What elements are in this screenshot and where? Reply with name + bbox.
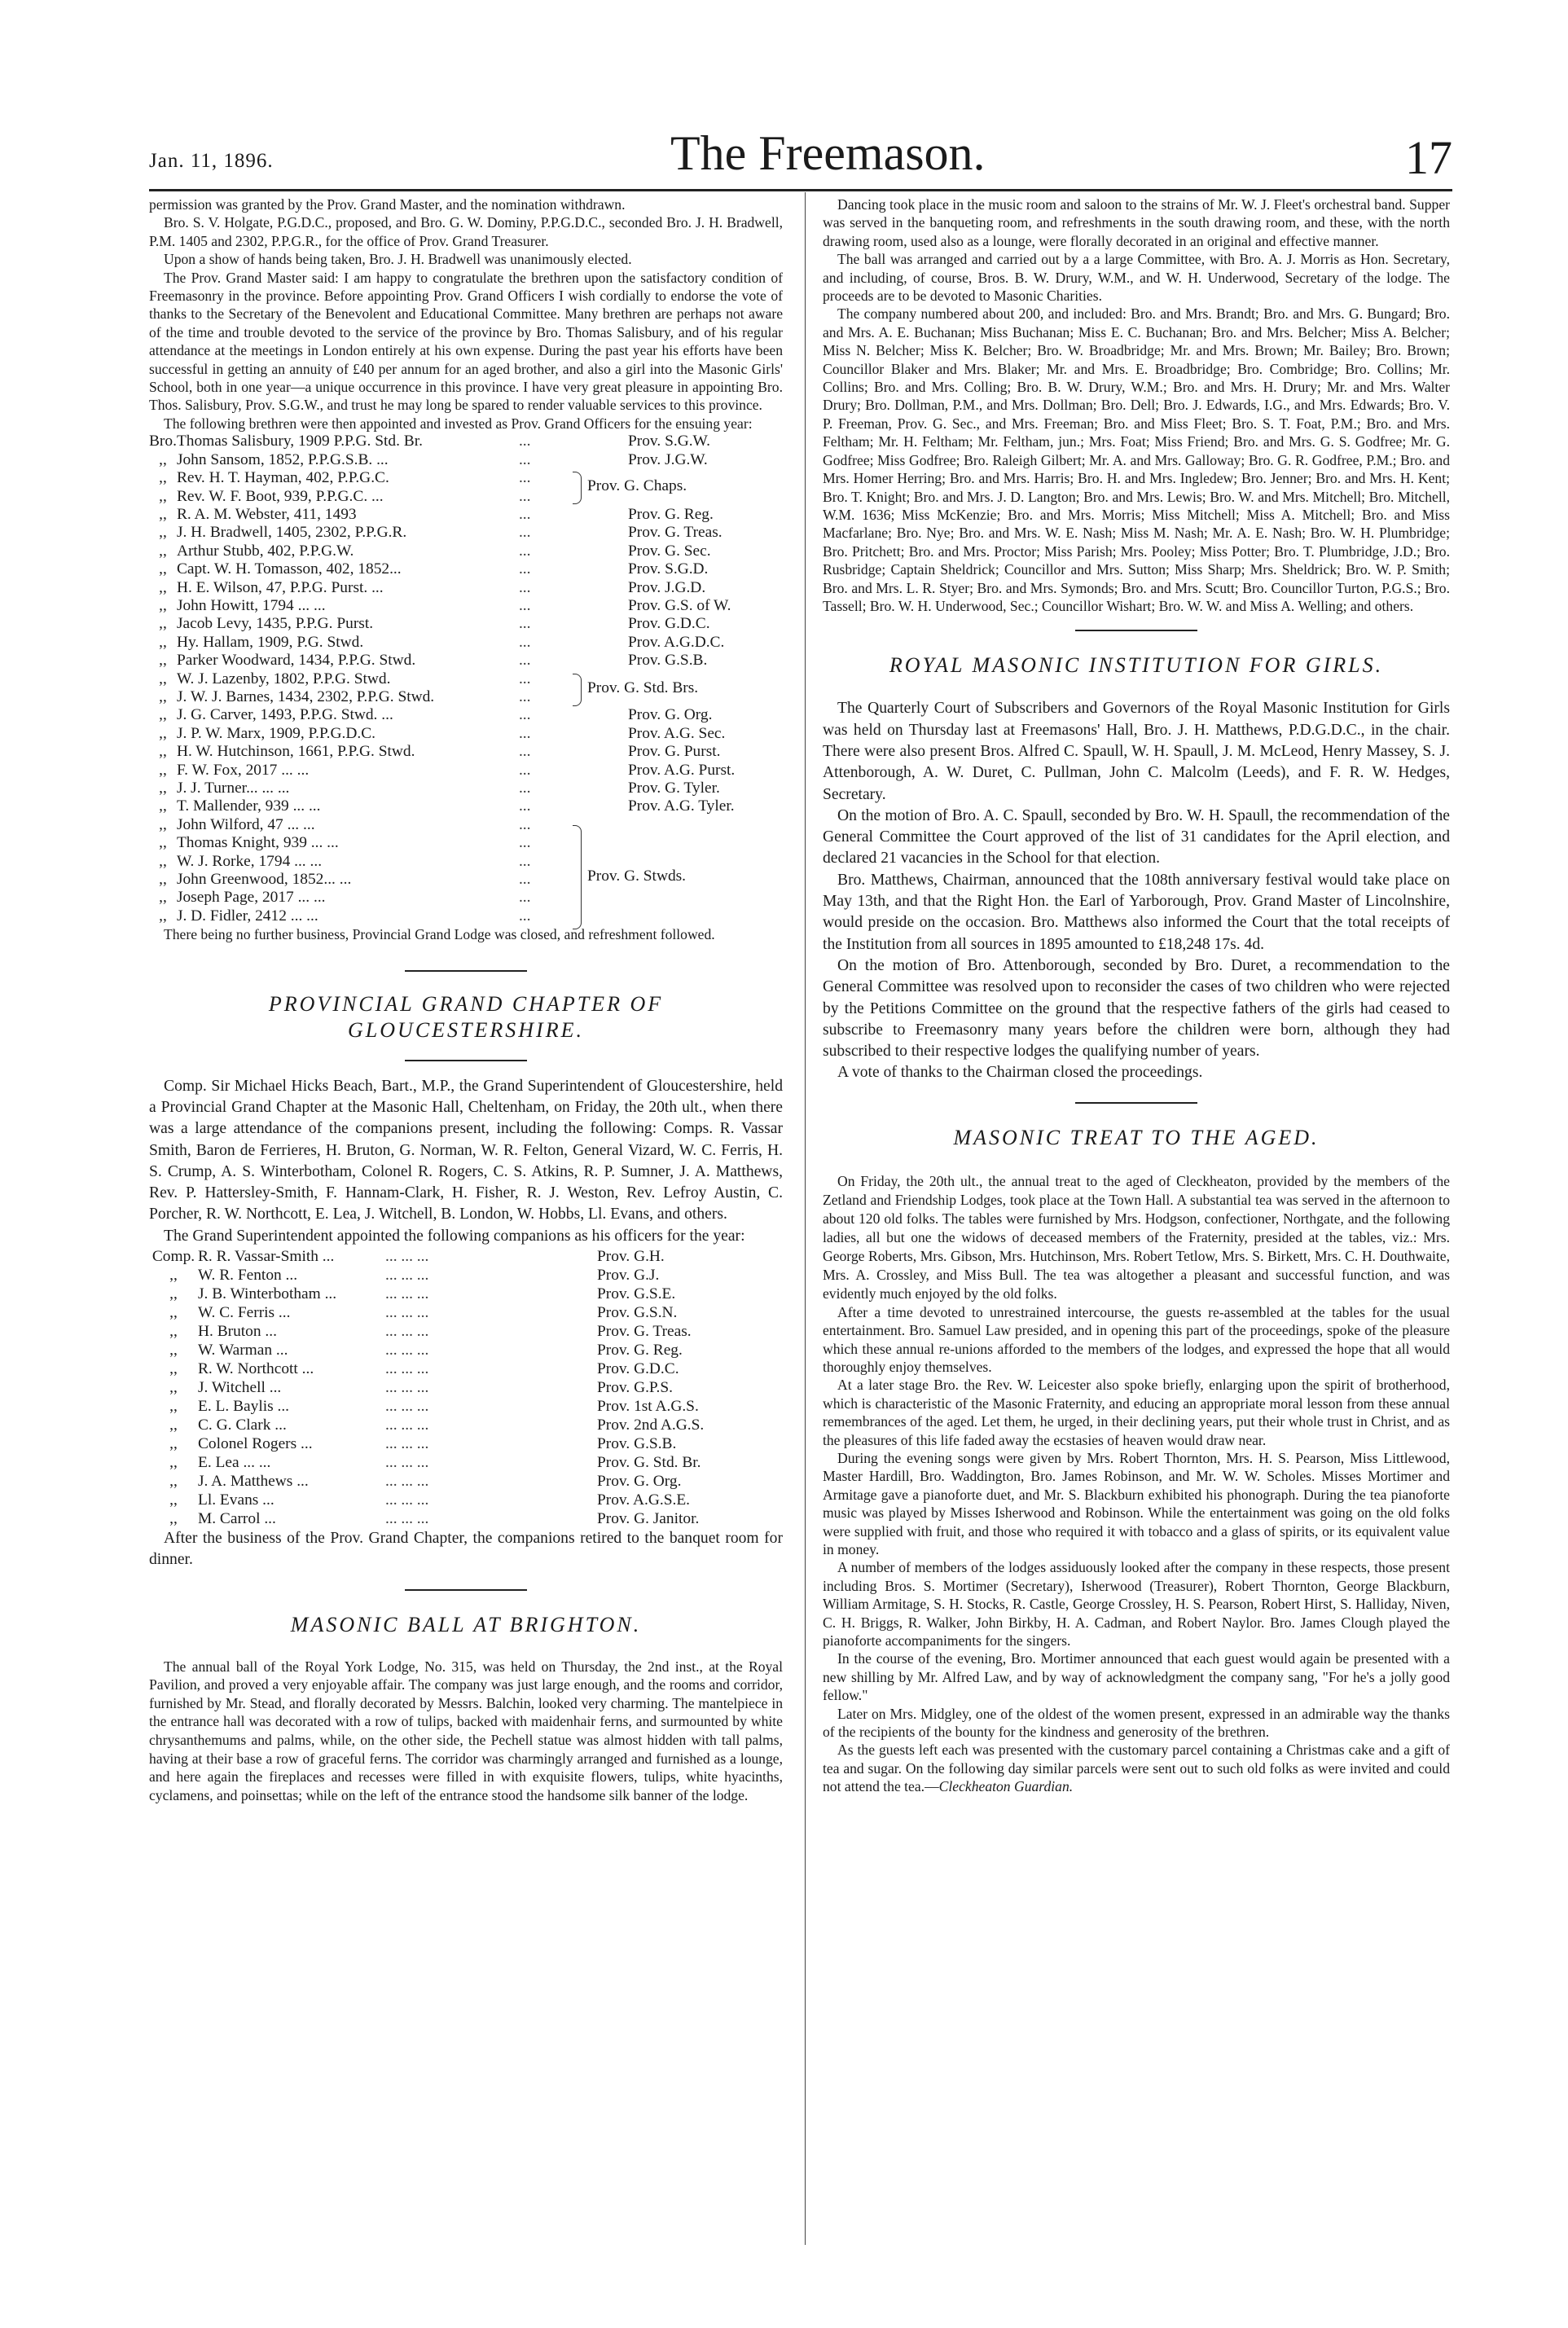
officer-prefix: ,, xyxy=(159,542,167,560)
officer-row xyxy=(149,743,783,761)
officer-office xyxy=(628,889,783,907)
officer-office: Prov. G. Treas. xyxy=(628,524,723,542)
companion-row xyxy=(149,1397,783,1416)
ball-section-title: MASONIC BALL AT BRIGHTON. xyxy=(290,1612,642,1636)
page-number: 17 xyxy=(1405,131,1452,184)
officer-prefix: ,, xyxy=(159,596,167,614)
officer-row xyxy=(149,579,783,597)
officer-dots: ... xyxy=(518,761,531,779)
officer-dots: ... xyxy=(518,871,531,889)
brace-stwds xyxy=(573,825,582,929)
intro-paragraph: The following brethren were then appointed and invested as Prov. Grand Officers for the ensuing year: xyxy=(164,415,753,432)
officer-prefix: ,, xyxy=(159,743,167,761)
companion-dots: ... ... ... xyxy=(385,1323,429,1341)
companion-office: Prov. G.P.S. xyxy=(597,1379,674,1397)
officer-office: Prov. A.G. Tyler. xyxy=(628,797,735,815)
officer-row xyxy=(149,488,783,506)
officer-office: Prov. S.G.D. xyxy=(628,560,709,578)
right-column xyxy=(823,195,1450,1796)
officer-name: John Greenwood, 1852... ... xyxy=(176,871,352,889)
issue-date: Jan. 11, 1896. xyxy=(149,150,274,172)
officer-prefix: ,, xyxy=(159,724,167,742)
officer-name: H. W. Hutchinson, 1661, P.P.G. Stwd. xyxy=(176,743,415,761)
aged-paragraph: On Friday, the 20th ult., the annual treat to the aged of Cleckheaton, provided by the members of the Zetland and Friendship Lodges, took place at the Town Hall. A substantial tea was served in the afternoon to about 120 old folks. The tables were furnished by Mrs. Hodgson, confectioner, Northgate, and the following ladies, all but one the widows of deceased members of the Fraternity, presided at the tables, viz.: Mrs. George Roberts, Mrs. Gibson, Mrs. Hutchinson, Mrs. Robert Tetlow, Mrs. S. Birkett, Mrs. C. H. Douthwaite, Mrs. A. Crossley, and Miss Bull. The tea was altogether a pleasant and successful function, and was evidently much enjoyed by the old folks. xyxy=(823,1172,1450,1302)
intro-paragraph: The Prov. Grand Master said: I am happy to congratulate the brethren upon the satisfactory condition of Freemasonry in the province. Before appointing Prov. Grand Officers I wish cordially to endorse the vote of thanks to the Secretary of the Benevolent and Educational Committee. Many brethren are perhaps not aware of the time and trouble devoted to the service of the province by Bro. Thomas Salisbury, and of his regular attendance at the meetings in London entirely at his own expense. During the past year his efforts have been successful in getting an annuity of £40 per annum for an aged brother, and also a girl into the Masonic Girls' School, both in one year—a unique occurrence in this province. I have very great pleasure in appointing Bro. Thos. Salisbury, Prov. S.G.W., and trust he may long be spared to render valuable services to this province. xyxy=(149,269,783,414)
companion-office: Prov. G. Org. xyxy=(597,1473,682,1491)
officer-office: Prov. G. Sec. xyxy=(628,542,711,560)
companion-name: W. C. Ferris ... xyxy=(198,1304,291,1322)
officer-office: Prov. G.S. of W. xyxy=(628,596,731,614)
officer-name: J. D. Fidler, 2412 ... ... xyxy=(176,907,318,925)
officer-prefix: ,, xyxy=(159,687,167,705)
officer-row xyxy=(149,889,783,907)
chapter-section-title: PROVINCIAL GRAND CHAPTER OF GLOUCESTERSHIRE. xyxy=(268,991,664,1042)
officer-dots: ... xyxy=(518,560,531,578)
officer-prefix: ,, xyxy=(159,834,167,852)
officer-row xyxy=(149,907,783,925)
officer-prefix: ,, xyxy=(159,797,167,815)
companion-name: R. W. Northcott ... xyxy=(198,1360,314,1378)
officer-row xyxy=(149,780,783,797)
officer-prefix: ,, xyxy=(159,469,167,487)
officer-name: John Sansom, 1852, P.P.G.S.B. ... xyxy=(176,450,389,468)
officer-prefix: ,, xyxy=(159,706,167,724)
officer-prefix: Bro. xyxy=(149,433,177,450)
officer-row xyxy=(149,853,783,871)
officer-office xyxy=(628,907,783,925)
companion-row xyxy=(149,1491,783,1509)
officer-prefix: ,, xyxy=(159,633,167,651)
girls-paragraph: On the motion of Bro. A. C. Spaull, seconded by Bro. W. H. Spaull, the recommendation of the General Committee the Court approved of the list of 31 candidates for the April election, and declared 21 vacancies in the School for that election. xyxy=(823,806,1450,868)
officer-prefix: ,, xyxy=(159,505,167,523)
header-rule xyxy=(149,189,1452,191)
officer-row xyxy=(149,433,783,450)
aged-paragraph: At a later stage Bro. the Rev. W. Leicester also spoke briefly, enlarging upon the spirit of brotherhood, which is characteristic of the Masonic Fraternity, and educing an appropriate moral lesson from these annual remembrances of the aged. Let them, he urged, in their declining years, put their whole trust in Christ, and as the pleasures of this life faded away the ecstasies of heaven would draw near. xyxy=(823,1377,1450,1448)
officer-dots: ... xyxy=(518,524,531,542)
companion-name: E. Lea ... ... xyxy=(198,1454,271,1472)
companion-office: Prov. A.G.S.E. xyxy=(597,1491,691,1509)
officer-row xyxy=(149,725,783,743)
page-header xyxy=(149,122,1452,187)
companions-list xyxy=(149,1247,783,1528)
officer-dots: ... xyxy=(518,670,531,687)
companion-row xyxy=(149,1322,783,1341)
companion-office: Prov. G.J. xyxy=(597,1267,660,1285)
officer-name: Thomas Knight, 939 ... ... xyxy=(176,834,339,852)
companion-prefix: ,, xyxy=(169,1267,178,1285)
companion-row xyxy=(149,1509,783,1528)
officer-row xyxy=(149,652,783,670)
officer-prefix: ,, xyxy=(159,780,167,797)
companion-office: Prov. G.H. xyxy=(597,1248,665,1266)
officer-dots: ... xyxy=(518,797,531,815)
officer-prefix: ,, xyxy=(159,578,167,596)
officer-office: Prov. G. Tyler. xyxy=(628,780,720,797)
officer-name: J. J. Turner... ... ... xyxy=(176,780,290,797)
companion-dots: ... ... ... xyxy=(385,1267,429,1285)
girls-paragraph: A vote of thanks to the Chairman closed the proceedings. xyxy=(837,1064,1203,1082)
companion-name: J. Witchell ... xyxy=(198,1379,282,1397)
companion-prefix: ,, xyxy=(169,1435,178,1453)
companion-row xyxy=(149,1266,783,1285)
companion-row xyxy=(149,1247,783,1266)
aged-section-title: MASONIC TREAT TO THE AGED. xyxy=(953,1125,1320,1149)
aged-source: Cleckheaton Guardian. xyxy=(938,1778,1074,1795)
officer-prefix: ,, xyxy=(159,652,167,670)
companion-office: Prov. G. Janitor. xyxy=(597,1510,700,1528)
officer-name: John Wilford, 47 ... ... xyxy=(176,815,315,833)
officer-name: H. E. Wilson, 47, P.P.G. Purst. ... xyxy=(176,578,384,596)
companion-office: Prov. G. Treas. xyxy=(597,1323,692,1341)
aged-paragraph: In the course of the evening, Bro. Mortimer announced that each guest would again be presented with a new shilling by Mr. Alfred Law, and by way of acknowledgment the company sang, "For he's a jolly good fellow." xyxy=(823,1650,1450,1704)
officer-row xyxy=(149,542,783,560)
officer-row xyxy=(149,706,783,724)
companion-row xyxy=(149,1303,783,1322)
chapter-closing: After the business of the Prov. Grand Chapter, the companions retired to the banquet room for dinner. xyxy=(149,1530,783,1569)
girls-paragraph: Bro. Matthews, Chairman, announced that the 108th anniversary festival would take place on May 13th, and that the Right Hon. the Earl of Yarborough, Prov. Grand Master of Lincolnshire, would preside on the occasion. Bro. Matthews also informed the Court that the total receipts of the Institution from all sources in 1895 amounted to £18,248 17s. 4d. xyxy=(823,871,1450,953)
officer-row xyxy=(149,871,783,889)
officer-dots: ... xyxy=(518,652,531,670)
officer-name: Parker Woodward, 1434, P.P.G. Stwd. xyxy=(176,652,416,670)
officer-office: Prov. A.G. Purst. xyxy=(628,761,736,779)
companion-prefix: ,, xyxy=(169,1454,178,1472)
brace-label-stwds: Prov. G. Stwds. xyxy=(587,868,687,885)
officer-row xyxy=(149,797,783,815)
officer-row xyxy=(149,615,783,633)
companion-office: Prov. G.S.E. xyxy=(597,1285,676,1303)
masthead-title: The Freemason. xyxy=(670,126,986,180)
officer-prefix: ,, xyxy=(159,871,167,889)
officer-name: Jacob Levy, 1435, P.P.G. Purst. xyxy=(176,615,374,633)
officer-name: Rev. H. T. Hayman, 402, P.P.G.C. xyxy=(176,469,389,487)
companion-dots: ... ... ... xyxy=(385,1285,429,1303)
officer-name: Thomas Salisbury, 1909 P.P.G. Std. Br. xyxy=(176,433,423,450)
officer-office: Prov. A.G. Sec. xyxy=(628,724,726,742)
officer-name: Joseph Page, 2017 ... ... xyxy=(176,889,326,907)
officer-name: R. A. M. Webster, 411, 1493 xyxy=(176,505,357,523)
companion-prefix: ,, xyxy=(169,1473,178,1491)
officer-row xyxy=(149,834,783,852)
officer-prefix: ,, xyxy=(159,615,167,633)
companion-dots: ... ... ... xyxy=(385,1454,429,1472)
officer-dots: ... xyxy=(518,633,531,651)
closing-paragraph: There being no further business, Provincial Grand Lodge was closed, and refreshment followed. xyxy=(164,926,715,943)
officer-prefix: ,, xyxy=(159,815,167,833)
officer-office: Prov. G.D.C. xyxy=(628,615,710,633)
aged-final-text: As the guests left each was presented with the customary parcel containing a Christmas cake and a gift of tea and sugar. On the following day similar parcels were sent out to such old folks as were invited and could not attend the tea.— xyxy=(823,1742,1450,1795)
companion-row xyxy=(149,1341,783,1359)
companion-row xyxy=(149,1472,783,1491)
companion-name: W. Warman ... xyxy=(198,1342,288,1359)
companion-office: Prov. 2nd A.G.S. xyxy=(597,1417,705,1434)
officer-dots: ... xyxy=(518,687,531,705)
companion-dots: ... ... ... xyxy=(385,1417,429,1434)
companion-row xyxy=(149,1359,783,1378)
officer-dots: ... xyxy=(518,450,531,468)
companion-row xyxy=(149,1378,783,1397)
companion-dots: ... ... ... xyxy=(385,1379,429,1397)
companion-dots: ... ... ... xyxy=(385,1342,429,1359)
companion-dots: ... ... ... xyxy=(385,1491,429,1509)
ball-paragraph: The annual ball of the Royal York Lodge, No. 315, was held on Thursday, the 2nd inst., at the Royal Pavilion, and proved a very enjoyable affair. The company was just large enough, and the rooms and corridor, furnished by Mr. Stead, and florally decorated by Messrs. Balchin, looked very charming. The mantelpiece in the entrance hall was decorated with a row of tulips, backed with maidenhair ferns, and surmounted by white chrysanthemums and palms, while, on the other side, the Pechell statue was almost hidden with tall palms, having at their base a row of graceful ferns. The corridor was charmingly arranged and furnished as a lounge, and here again the fireplaces and recesses were filled in with exquisite flowers, tulips, white hyacinths, cyclamens, and poinsettas; while on the left of the entrance stood the handsome silk banner of the lodge. xyxy=(149,1658,783,1803)
officer-prefix: ,, xyxy=(159,560,167,578)
officer-dots: ... xyxy=(518,578,531,596)
officer-row xyxy=(149,816,783,834)
companion-dots: ... ... ... xyxy=(385,1473,429,1491)
officer-dots: ... xyxy=(518,724,531,742)
officer-dots: ... xyxy=(518,743,531,761)
companion-prefix: ,, xyxy=(169,1417,178,1434)
officer-row xyxy=(149,597,783,615)
companion-dots: ... ... ... xyxy=(385,1360,429,1378)
aged-paragraph: During the evening songs were given by Mrs. Robert Thornton, Mrs. H. S. Pearson, Miss Littlewood, Master Hardill, Bro. Waddington, Bro. James Robinson, and Mr. W. W. Scholes. Misses Mortimer and Armitage gave a pianoforte duet, and Mr. S. Blackburn exhibited his phonograph. During the tea pianoforte music was played by Misses Isherwood and Robinson. While the entertainment was going on the old folks were supplied with fruit, and those who required it with tobacco and a glass of spirits, or its equivalent value in money. xyxy=(823,1449,1450,1557)
companion-prefix: Comp. xyxy=(152,1248,195,1266)
officer-office: Prov. J.G.D. xyxy=(628,578,706,596)
ball-guest-list: The company numbered about 200, and included: Bro. and Mrs. Brandt; Bro. and Mrs. G. Bungard; Bro. and Mrs. A. E. Buchanan; Miss Buchanan; Miss E. C. Buchanan; Bro. and Mrs. Belcher; Miss A. Belcher; Miss N. Belcher; Miss K. Belcher; Bro. W. Broadbridge; Mr. and Mrs. Brown; Mr. Bailey; Bro. Brown; Councillor Blaker and Mrs. Blaker; Mr. and Mrs. E. Broadbridge; Bro. Combridge; Bro. Collins; Mr. Collins; Bro. and Mrs. Colling; Bro. B. W. Drury, W.M.; Bro. and Mrs. H. Drury; Mr. and Mrs. Walter Drury; Bro. Dollman, P.M., and Mrs. Dollman; Bro. Dell; Bro. J. Edwards, I.G., and Mrs. Edwards; Bro. V. P. Freeman, Prov. G. Sec., and Mrs. Freeman; Bro. and Miss Fleet; Bro. S. T. Foat, P.M.; Bro. and Mrs. Feltham; Mr. H. Feltham; Mr. Feltham, jun.; Mrs. Foat; Miss Friend; Bro. and Mrs. G. S. Godfree; Mr. G. Godfree; Miss Godfree; Bro. Raleigh Gilbert; Mr. A. and Mrs. Galloway; Bro. G. R. Godfree, P.M.; Bro. and Mrs. Homer Herring; Bro. and Mrs. Harris; Bro. H. and Mrs. Ingledew; Bro. Jenner; Bro. and Mrs. H. Kent; Bro. T. Knight; Bro. and Mrs. J. D. Langton; Bro. and Mrs. Lewis; Bro. W. and Mrs. Mitchell; Bro. Mitchell, W.M. 1636; Miss McKenzie; Bro. and Mrs. Morris; Miss Mitchell; Miss A. Mitchell; Bro. and Miss Macfarlane; Bro. Nye; Bro. and Mrs. W. E. Nash; Miss M. Nash; Mr. A. E. Nash; Bro. W. H. Plumbridge; Bro. Pritchett; Bro. and Mrs. Proctor; Miss Parish; Mrs. Pooley; Miss Potter; Bro. T. Plumbridge, J.D.; Bro. Rusbridge; Captain Sheldrick; Councillor and Mrs. Sutton; Miss Sharp; Mrs. Sheldrick; Bro. W. P. Smith; Bro. and Mrs. L. R. Styer; Bro. and Mrs. Symonds; Bro. and Mrs. Scutt; Bro. Councillor Turton, P.G.S.; Bro. Tassell; Bro. W. H. Underwood, Sec.; Councillor Wishart; Bro. W. W. and Miss A. Welling; and others. xyxy=(823,305,1450,614)
companion-name: J. B. Winterbotham ... xyxy=(198,1285,337,1303)
chapter-intro: Comp. Sir Michael Hicks Beach, Bart., M.P., the Grand Superintendent of Gloucestershire, held a Provincial Grand Chapter at the Masonic Hall, Cheltenham, on Friday, the 20th ult., when there was a large attendance of the companions present, including the following: Comps. R. Vassar Smith, Baron de Ferrieres, H. Bruton, G. Norman, W. R. Felton, General Vizard, W. C. Ferris, H. S. Crump, A. S. Winterbotham, Colonel R. Rogers, C. S. Atkins, R. P. Sumner, J. A. Matthews, Rev. P. Hattersley-Smith, F. Hannam-Clark, H. Fisher, R. J. Weston, Rev. Lefroy Austin, C. Porcher, R. W. Northcott, E. Lea, J. Witchell, B. London, W. Hobbs, Ll. Evans, and others. xyxy=(149,1077,783,1223)
companion-row xyxy=(149,1285,783,1303)
officer-name: John Howitt, 1794 ... ... xyxy=(176,596,326,614)
officer-prefix: ,, xyxy=(159,487,167,505)
left-column xyxy=(149,195,783,1804)
companion-prefix: ,, xyxy=(169,1304,178,1322)
companion-prefix: ,, xyxy=(169,1285,178,1303)
intro-paragraph: Bro. S. V. Holgate, P.G.D.C., proposed, and Bro. G. W. Dominy, P.P.G.D.C., seconded Bro. J. H. Bradwell, P.M. 1405 and 2302, P.P.G.R., for the office of Prov. Grand Treasurer. xyxy=(149,214,783,249)
officer-office: Prov. J.G.W. xyxy=(628,450,708,468)
intro-paragraph: permission was granted by the Prov. Grand Master, and the nomination withdrawn. xyxy=(149,196,626,213)
officer-dots: ... xyxy=(518,815,531,833)
companion-name: C. G. Clark ... xyxy=(198,1417,287,1434)
officer-dots: ... xyxy=(518,706,531,724)
ball-continued-paragraph: The ball was arranged and carried out by a a large Committee, with Bro. A. J. Morris as Hon. Secretary, and including, of course, Bros. B. W. Drury, W.M., and W. H. Underwood, Secretary of the lodge. The proceeds are to be devoted to Masonic Charities. xyxy=(823,251,1450,305)
officer-dots: ... xyxy=(518,542,531,560)
officer-office xyxy=(628,816,783,834)
companion-prefix: ,, xyxy=(169,1510,178,1528)
officers-list xyxy=(149,433,783,925)
officer-office: Prov. G. Reg. xyxy=(628,505,714,523)
companion-office: Prov. G.S.B. xyxy=(597,1435,677,1453)
companion-office: Prov. G.D.C. xyxy=(597,1360,679,1378)
companion-dots: ... ... ... xyxy=(385,1248,429,1266)
companion-prefix: ,, xyxy=(169,1323,178,1341)
ball-continued-paragraph: Dancing took place in the music room and saloon to the strains of Mr. W. J. Fleet's orchestral band. Supper was served in the banqueting room, and refreshments in the south drawing room, and these, with the north drawing room, used also as a lounge, were florally decorated in an original and effective manner. xyxy=(823,196,1450,249)
companion-prefix: ,, xyxy=(169,1360,178,1378)
officer-dots: ... xyxy=(518,469,531,487)
officer-dots: ... xyxy=(518,433,531,450)
officer-office: Prov. A.G.D.C. xyxy=(628,633,725,651)
brace-chaps xyxy=(573,472,582,504)
companion-name: R. R. Vassar-Smith ... xyxy=(198,1248,335,1266)
officer-name: J. W. J. Barnes, 1434, 2302, P.P.G. Stwd. xyxy=(176,687,435,705)
officer-name: W. J. Rorke, 1794 ... ... xyxy=(176,852,323,870)
officer-row xyxy=(149,560,783,578)
aged-paragraph: After a time devoted to unrestrained intercourse, the guests re-assembled at the tables for the usual entertainment. Bro. Samuel Law presided, and in opening this part of the proceedings, spoke of the pleasure which these annual re-unions afforded to the members of the lodges, and expressed the hope that all would thoroughly enjoy themselves. xyxy=(823,1303,1450,1375)
companion-name: M. Carrol ... xyxy=(198,1510,276,1528)
aged-paragraph: A number of members of the lodges assiduously looked after the company in these respects, those present including Bros. S. Mortimer (Secretary), Isherwood (Treasurer), Robert Thornton, George Blackburn, William Armitage, S. H. Stocks, R. Castle, George Crossley, H. S. Pearson, Robert Hirst, S. Halliday, Niven, C. H. Briggs, R. Walker, John Birkby, H. A. Cadman, and Robert Naylor. Bro. James Clough played the pianoforte accompaniments for the singers. xyxy=(823,1559,1450,1649)
companion-row xyxy=(149,1416,783,1434)
officer-row xyxy=(149,762,783,780)
officer-prefix: ,, xyxy=(159,889,167,907)
officer-dots: ... xyxy=(518,487,531,505)
officer-office: Prov. G.S.B. xyxy=(628,652,708,670)
officer-dots: ... xyxy=(518,852,531,870)
officer-prefix: ,, xyxy=(159,670,167,687)
officer-dots: ... xyxy=(518,615,531,633)
officer-name: W. J. Lazenby, 1802, P.P.G. Stwd. xyxy=(176,670,391,687)
companion-dots: ... ... ... xyxy=(385,1398,429,1416)
intro-paragraph: Upon a show of hands being taken, Bro. J. H. Bradwell was unanimously elected. xyxy=(164,251,632,268)
officer-office: Prov. S.G.W. xyxy=(628,433,710,450)
officer-prefix: ,, xyxy=(159,524,167,542)
officer-name: J. G. Carver, 1493, P.P.G. Stwd. ... xyxy=(176,706,393,724)
companion-name: J. A. Matthews ... xyxy=(198,1473,309,1491)
chapter-appointed: The Grand Superintendent appointed the following companions as his officers for the year: xyxy=(164,1227,745,1245)
companion-office: Prov. 1st A.G.S. xyxy=(597,1398,699,1416)
officer-name: Capt. W. H. Tomasson, 402, 1852... xyxy=(176,560,402,578)
officer-office: Prov. G. Purst. xyxy=(628,743,721,761)
girls-paragraph: The Quarterly Court of Subscribers and Governors of the Royal Masonic Institution for Girls was held on Thursday last at Freemasons' Hall, Bro. J. H. Matthews, P.D.G.D.C., in the chair. There were also present Bros. Alfred C. Spaull, W. H. Spaull, J. M. McLeod, Henry Massey, S. J. Attenborough, A. W. Duret, C. Pullman, John C. Malcolm (Leeds), and F. R. W. Hedges, Secretary. xyxy=(823,700,1450,803)
officer-name: Hy. Hallam, 1909, P.G. Stwd. xyxy=(176,633,364,651)
officer-dots: ... xyxy=(518,780,531,797)
officer-dots: ... xyxy=(518,834,531,852)
officer-prefix: ,, xyxy=(159,907,167,925)
companion-name: W. R. Fenton ... xyxy=(198,1267,298,1285)
officer-row xyxy=(149,451,783,469)
officer-name: T. Mallender, 939 ... ... xyxy=(176,797,321,815)
companion-prefix: ,, xyxy=(169,1398,178,1416)
officer-prefix: ,, xyxy=(159,450,167,468)
officer-dots: ... xyxy=(518,596,531,614)
officer-name: Rev. W. F. Boot, 939, P.P.G.C. ... xyxy=(176,487,384,505)
officer-row xyxy=(149,469,783,487)
companion-dots: ... ... ... xyxy=(385,1435,429,1453)
girls-paragraph: On the motion of Bro. Attenborough, seconded by Bro. Duret, a recommendation to the General Committee was resolved upon to reconsider the cases of two children who were rejected by the Petitions Committee on the ground that the respective fathers of the girls had ceased to subscribe to Freemasonry many years before the children were born, although they had subscribed to their respective lodges the qualifying number of years. xyxy=(823,956,1450,1061)
companion-prefix: ,, xyxy=(169,1379,178,1397)
companion-office: Prov. G.S.N. xyxy=(597,1304,678,1322)
officer-name: J. H. Bradwell, 1405, 2302, P.P.G.R. xyxy=(176,524,407,542)
brace-std-brs xyxy=(573,674,582,706)
officer-row xyxy=(149,634,783,652)
companion-name: H. Bruton ... xyxy=(198,1323,277,1341)
companion-name: Colonel Rogers ... xyxy=(198,1435,313,1453)
officer-prefix: ,, xyxy=(159,761,167,779)
officer-row xyxy=(149,506,783,524)
companion-dots: ... ... ... xyxy=(385,1304,429,1322)
companion-name: E. L. Baylis ... xyxy=(198,1398,290,1416)
officer-dots: ... xyxy=(518,907,531,925)
aged-paragraph: Later on Mrs. Midgley, one of the oldest of the women present, expressed in an admirable way the thanks of the recipients of the bounty for the kindness and generosity of the brethren. xyxy=(823,1705,1450,1741)
companion-row xyxy=(149,1434,783,1453)
brace-label-std-brs: Prov. G. Std. Brs. xyxy=(587,679,699,697)
brace-label-chaps: Prov. G. Chaps. xyxy=(587,477,687,495)
officer-prefix: ,, xyxy=(159,852,167,870)
aged-paragraph xyxy=(823,1741,1450,1795)
companion-office: Prov. G. Reg. xyxy=(597,1342,683,1359)
girls-section-title: ROYAL MASONIC INSTITUTION FOR GIRLS. xyxy=(889,653,1384,678)
officer-row xyxy=(149,524,783,542)
companion-dots: ... ... ... xyxy=(385,1510,429,1528)
companion-office: Prov. G. Std. Br. xyxy=(597,1454,701,1472)
officer-dots: ... xyxy=(518,889,531,907)
officer-office: Prov. G. Org. xyxy=(628,706,713,724)
officer-name: Arthur Stubb, 402, P.P.G.W. xyxy=(176,542,354,560)
officer-name: J. P. W. Marx, 1909, P.P.G.D.C. xyxy=(176,724,376,742)
officer-office xyxy=(628,834,783,852)
companion-name: Ll. Evans ... xyxy=(198,1491,275,1509)
companion-prefix: ,, xyxy=(169,1491,178,1509)
officer-dots: ... xyxy=(518,505,531,523)
companion-prefix: ,, xyxy=(169,1342,178,1359)
companion-row xyxy=(149,1453,783,1472)
officer-name: F. W. Fox, 2017 ... ... xyxy=(176,761,310,779)
column-divider xyxy=(805,192,806,2245)
